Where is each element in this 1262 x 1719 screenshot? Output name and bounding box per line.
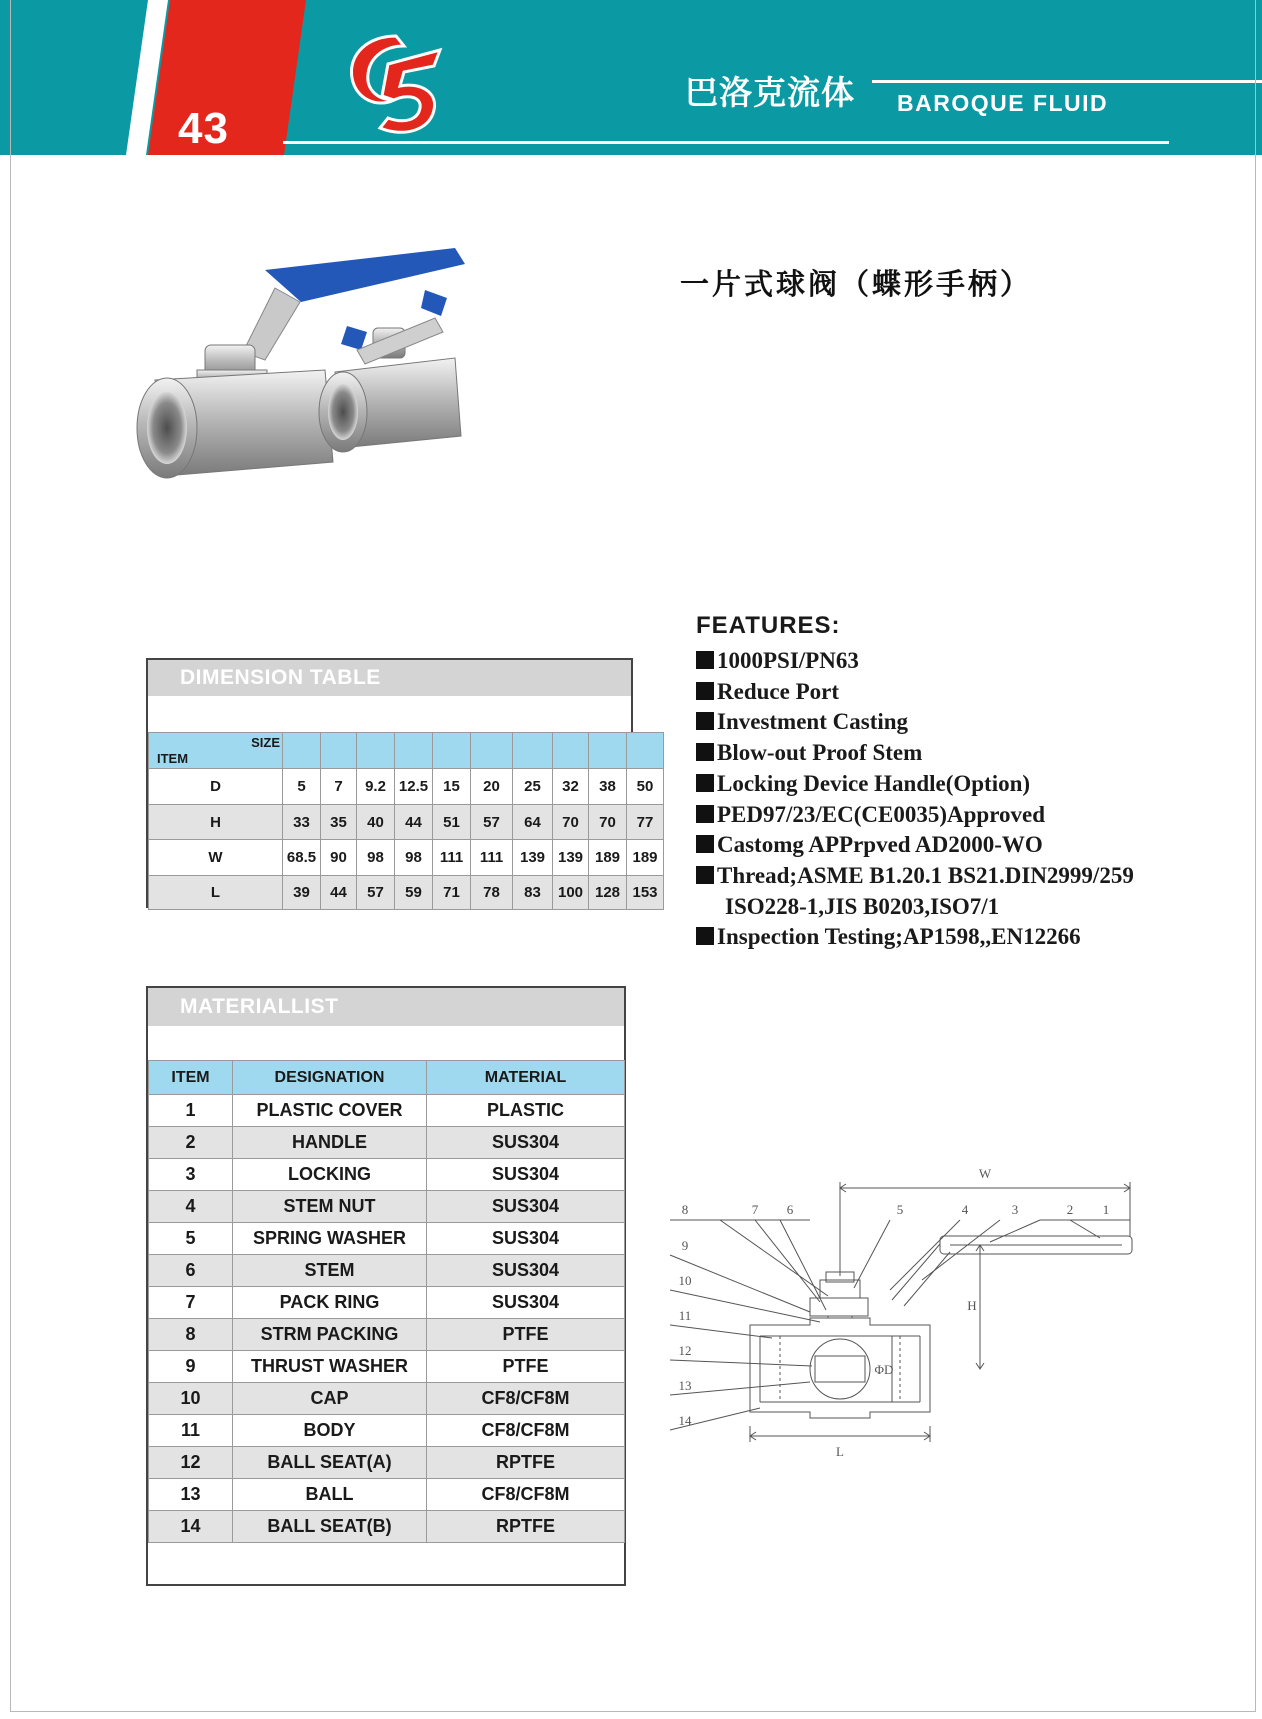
feature-text: Inspection Testing;AP1598,,EN12266 (717, 924, 1081, 950)
feature-item (696, 646, 1134, 677)
header-cell (471, 733, 513, 769)
part-label: 10 (678, 1273, 692, 1288)
bullet-square-icon (696, 866, 714, 884)
bullet-square-icon (696, 774, 714, 792)
dimension-cell: 189 (627, 840, 664, 876)
dim-label-h: H (967, 1298, 977, 1313)
part-label: 4 (961, 1202, 969, 1217)
feature-text: 1000PSI/PN63 (717, 648, 859, 673)
dimension-cell: 128 (589, 876, 627, 910)
dimension-row (149, 876, 664, 910)
dimension-cell: 98 (357, 840, 395, 876)
feature-item (696, 800, 1134, 831)
dimension-cell: 111 (471, 840, 513, 876)
material-row (149, 1191, 625, 1223)
dimension-cell: 44 (321, 876, 357, 910)
bullet-square-icon (696, 743, 714, 761)
material-item-cell: 11 (149, 1415, 233, 1447)
dimension-cell: 35 (321, 805, 357, 840)
header-cell (395, 733, 433, 769)
dimension-cell: 139 (513, 840, 553, 876)
part-label: 6 (786, 1202, 794, 1217)
material-material-cell: PTFE (427, 1319, 625, 1351)
dimension-cell: 153 (627, 876, 664, 910)
feature-item (696, 861, 1134, 892)
part-label: 14 (678, 1413, 692, 1428)
material-designation-cell: PLASTIC COVER (233, 1095, 427, 1127)
bullet-square-icon (696, 712, 714, 730)
bullet-square-icon (696, 835, 714, 853)
material-designation-cell: STEM (233, 1255, 427, 1287)
material-row (149, 1255, 625, 1287)
header-cell (589, 733, 627, 769)
material-designation-cell: BALL SEAT(B) (233, 1511, 427, 1543)
feature-item-continuation: ISO228-1,JIS B0203,ISO7/1 (725, 893, 1000, 919)
valve-cross-section-drawing (660, 1160, 1140, 1470)
dimension-cell: 59 (395, 876, 433, 910)
dimension-item: W (149, 840, 283, 876)
header-cell (283, 733, 321, 769)
material-item-cell: 10 (149, 1383, 233, 1415)
header-material: MATERIAL (427, 1061, 625, 1095)
material-designation-cell: LOCKING (233, 1159, 427, 1191)
dimension-cell: 64 (513, 805, 553, 840)
header-cell (357, 733, 395, 769)
material-designation-cell: BALL (233, 1479, 427, 1511)
material-material-cell: SUS304 (427, 1255, 625, 1287)
material-item-cell: 12 (149, 1447, 233, 1479)
header-cell (433, 733, 471, 769)
size-label: SIZE (251, 735, 280, 750)
dimension-cell: 25 (513, 769, 553, 805)
material-item-cell: 1 (149, 1095, 233, 1127)
dimension-cell: 90 (321, 840, 357, 876)
feature-item (696, 677, 1134, 708)
bullet-square-icon (696, 927, 714, 945)
brand-name-cn: 巴洛克流体 (685, 73, 855, 112)
material-material-cell: PTFE (427, 1351, 625, 1383)
material-material-cell: SUS304 (427, 1287, 625, 1319)
dimension-cell: 15 (433, 769, 471, 805)
material-row (149, 1095, 625, 1127)
part-label: 7 (751, 1202, 759, 1217)
dimension-cell: 7 (321, 769, 357, 805)
material-material-cell: SUS304 (427, 1191, 625, 1223)
dimension-row (149, 769, 664, 805)
part-label: 1 (1102, 1202, 1110, 1217)
material-designation-cell: BODY (233, 1415, 427, 1447)
feature-item (696, 830, 1134, 861)
material-designation-cell: SPRING WASHER (233, 1223, 427, 1255)
material-material-cell: SUS304 (427, 1223, 625, 1255)
dimension-cell: 111 (433, 840, 471, 876)
table-spacer (148, 696, 631, 732)
material-material-cell: PLASTIC (427, 1095, 625, 1127)
feature-text: Reduce Port (717, 678, 839, 704)
bullet-square-icon (696, 651, 714, 669)
material-table-title: MATERIALLIST (148, 988, 624, 1026)
dimension-header-row (149, 733, 664, 769)
header-item: ITEM (149, 1061, 233, 1095)
dimension-table (146, 658, 658, 908)
material-row (149, 1511, 625, 1543)
part-label: 2 (1066, 1202, 1074, 1217)
dimension-cell: 20 (471, 769, 513, 805)
part-label: 5 (896, 1202, 904, 1217)
dimension-cell: 39 (283, 876, 321, 910)
dimension-cell: 50 (627, 769, 664, 805)
material-item-cell: 14 (149, 1511, 233, 1543)
feature-text: Blow-out Proof Stem (717, 740, 923, 766)
dimension-item: H (149, 805, 283, 840)
dimension-cell: 189 (589, 840, 627, 876)
material-row (149, 1127, 625, 1159)
material-designation-cell: HANDLE (233, 1127, 427, 1159)
material-item-cell: 3 (149, 1159, 233, 1191)
part-label: 12 (678, 1343, 692, 1358)
material-item-cell: 9 (149, 1351, 233, 1383)
feature-text: Investment Casting (717, 709, 909, 735)
dimension-cell: 9.2 (357, 769, 395, 805)
feature-text: Locking Device Handle(Option) (717, 770, 1031, 796)
material-designation-cell: STRM PACKING (233, 1319, 427, 1351)
feature-text: Thread;ASME B1.20.1 BS21.DIN2999/259 (717, 862, 1134, 888)
dimension-cell: 40 (357, 805, 395, 840)
dimension-cell: 100 (553, 876, 589, 910)
header-cell (627, 733, 664, 769)
material-row (149, 1159, 625, 1191)
material-row (149, 1383, 625, 1415)
feature-item (696, 769, 1134, 800)
dimension-item: D (149, 769, 283, 805)
header-designation: DESIGNATION (233, 1061, 427, 1095)
dimension-cell: 77 (627, 805, 664, 840)
part-label: 8 (681, 1202, 689, 1217)
dimension-cell: 38 (589, 769, 627, 805)
part-label: 9 (681, 1238, 689, 1253)
part-label: 13 (678, 1378, 692, 1393)
dim-label-w: W (978, 1166, 992, 1181)
material-row (149, 1287, 625, 1319)
dimension-item: L (149, 876, 283, 910)
feature-item (696, 707, 1134, 738)
dim-label-l: L (836, 1444, 844, 1459)
material-item-cell: 8 (149, 1319, 233, 1351)
part-label: 3 (1011, 1202, 1019, 1217)
material-material-cell: RPTFE (427, 1447, 625, 1479)
dim-label-d: ΦD (874, 1362, 894, 1377)
dimension-cell: 98 (395, 840, 433, 876)
material-material-cell: CF8/CF8M (427, 1415, 625, 1447)
dimension-cell: 83 (513, 876, 553, 910)
feature-text: Castomg APPrpved AD2000-WO (717, 832, 1043, 858)
material-designation-cell: BALL SEAT(A) (233, 1447, 427, 1479)
dimension-cell: 139 (553, 840, 589, 876)
features-section (696, 612, 1134, 953)
dimension-cell: 57 (357, 876, 395, 910)
material-material-cell: RPTFE (427, 1511, 625, 1543)
material-row (149, 1479, 625, 1511)
material-item-cell: 13 (149, 1479, 233, 1511)
dimension-cell: 71 (433, 876, 471, 910)
material-designation-cell: CAP (233, 1383, 427, 1415)
dimension-cell: 51 (433, 805, 471, 840)
brand-name-en: BAROQUE FLUID (897, 90, 1109, 116)
feature-item (696, 738, 1134, 769)
material-designation-cell: THRUST WASHER (233, 1351, 427, 1383)
features-heading: FEATURES: (696, 612, 841, 639)
item-label: ITEM (157, 751, 189, 766)
dimension-cell: 57 (471, 805, 513, 840)
material-table (146, 986, 626, 1586)
material-material-cell: CF8/CF8M (427, 1479, 625, 1511)
material-item-cell: 5 (149, 1223, 233, 1255)
table-spacer (148, 1026, 624, 1060)
material-row (149, 1447, 625, 1479)
dimension-cell: 78 (471, 876, 513, 910)
material-row (149, 1319, 625, 1351)
dimension-cell: 44 (395, 805, 433, 840)
ball-valve-photo (125, 240, 525, 520)
part-label: 11 (678, 1308, 692, 1323)
size-item-header (149, 733, 283, 769)
material-designation-cell: PACK RING (233, 1287, 427, 1319)
product-title: 一片式球阀（蝶形手柄） (680, 267, 1033, 301)
material-material-cell: SUS304 (427, 1159, 625, 1191)
dimension-cell: 70 (553, 805, 589, 840)
material-material-cell: CF8/CF8M (427, 1383, 625, 1415)
page-number: 43 (178, 104, 229, 153)
dimension-row (149, 805, 664, 840)
dimension-grid (148, 732, 664, 910)
dimension-cell: 12.5 (395, 769, 433, 805)
material-material-cell: SUS304 (427, 1127, 625, 1159)
material-item-cell: 6 (149, 1255, 233, 1287)
material-item-cell: 2 (149, 1127, 233, 1159)
material-item-cell: 4 (149, 1191, 233, 1223)
dimension-cell: 68.5 (283, 840, 321, 876)
header-cell (321, 733, 357, 769)
dimension-cell: 32 (553, 769, 589, 805)
dimension-cell: 33 (283, 805, 321, 840)
material-grid (148, 1060, 625, 1543)
material-row (149, 1351, 625, 1383)
material-row (149, 1223, 625, 1255)
dimension-cell: 70 (589, 805, 627, 840)
material-row (149, 1415, 625, 1447)
dimension-cell: 5 (283, 769, 321, 805)
dimension-table-title: DIMENSION TABLE (148, 660, 631, 696)
feature-item (696, 922, 1134, 953)
bullet-square-icon (696, 682, 714, 700)
material-designation-cell: STEM NUT (233, 1191, 427, 1223)
bullet-square-icon (696, 805, 714, 823)
dimension-row (149, 840, 664, 876)
material-item-cell: 7 (149, 1287, 233, 1319)
header-cell (553, 733, 589, 769)
material-header-row (149, 1061, 625, 1095)
header-cell (513, 733, 553, 769)
feature-text: PED97/23/EC(CE0035)Approved (717, 801, 1045, 827)
